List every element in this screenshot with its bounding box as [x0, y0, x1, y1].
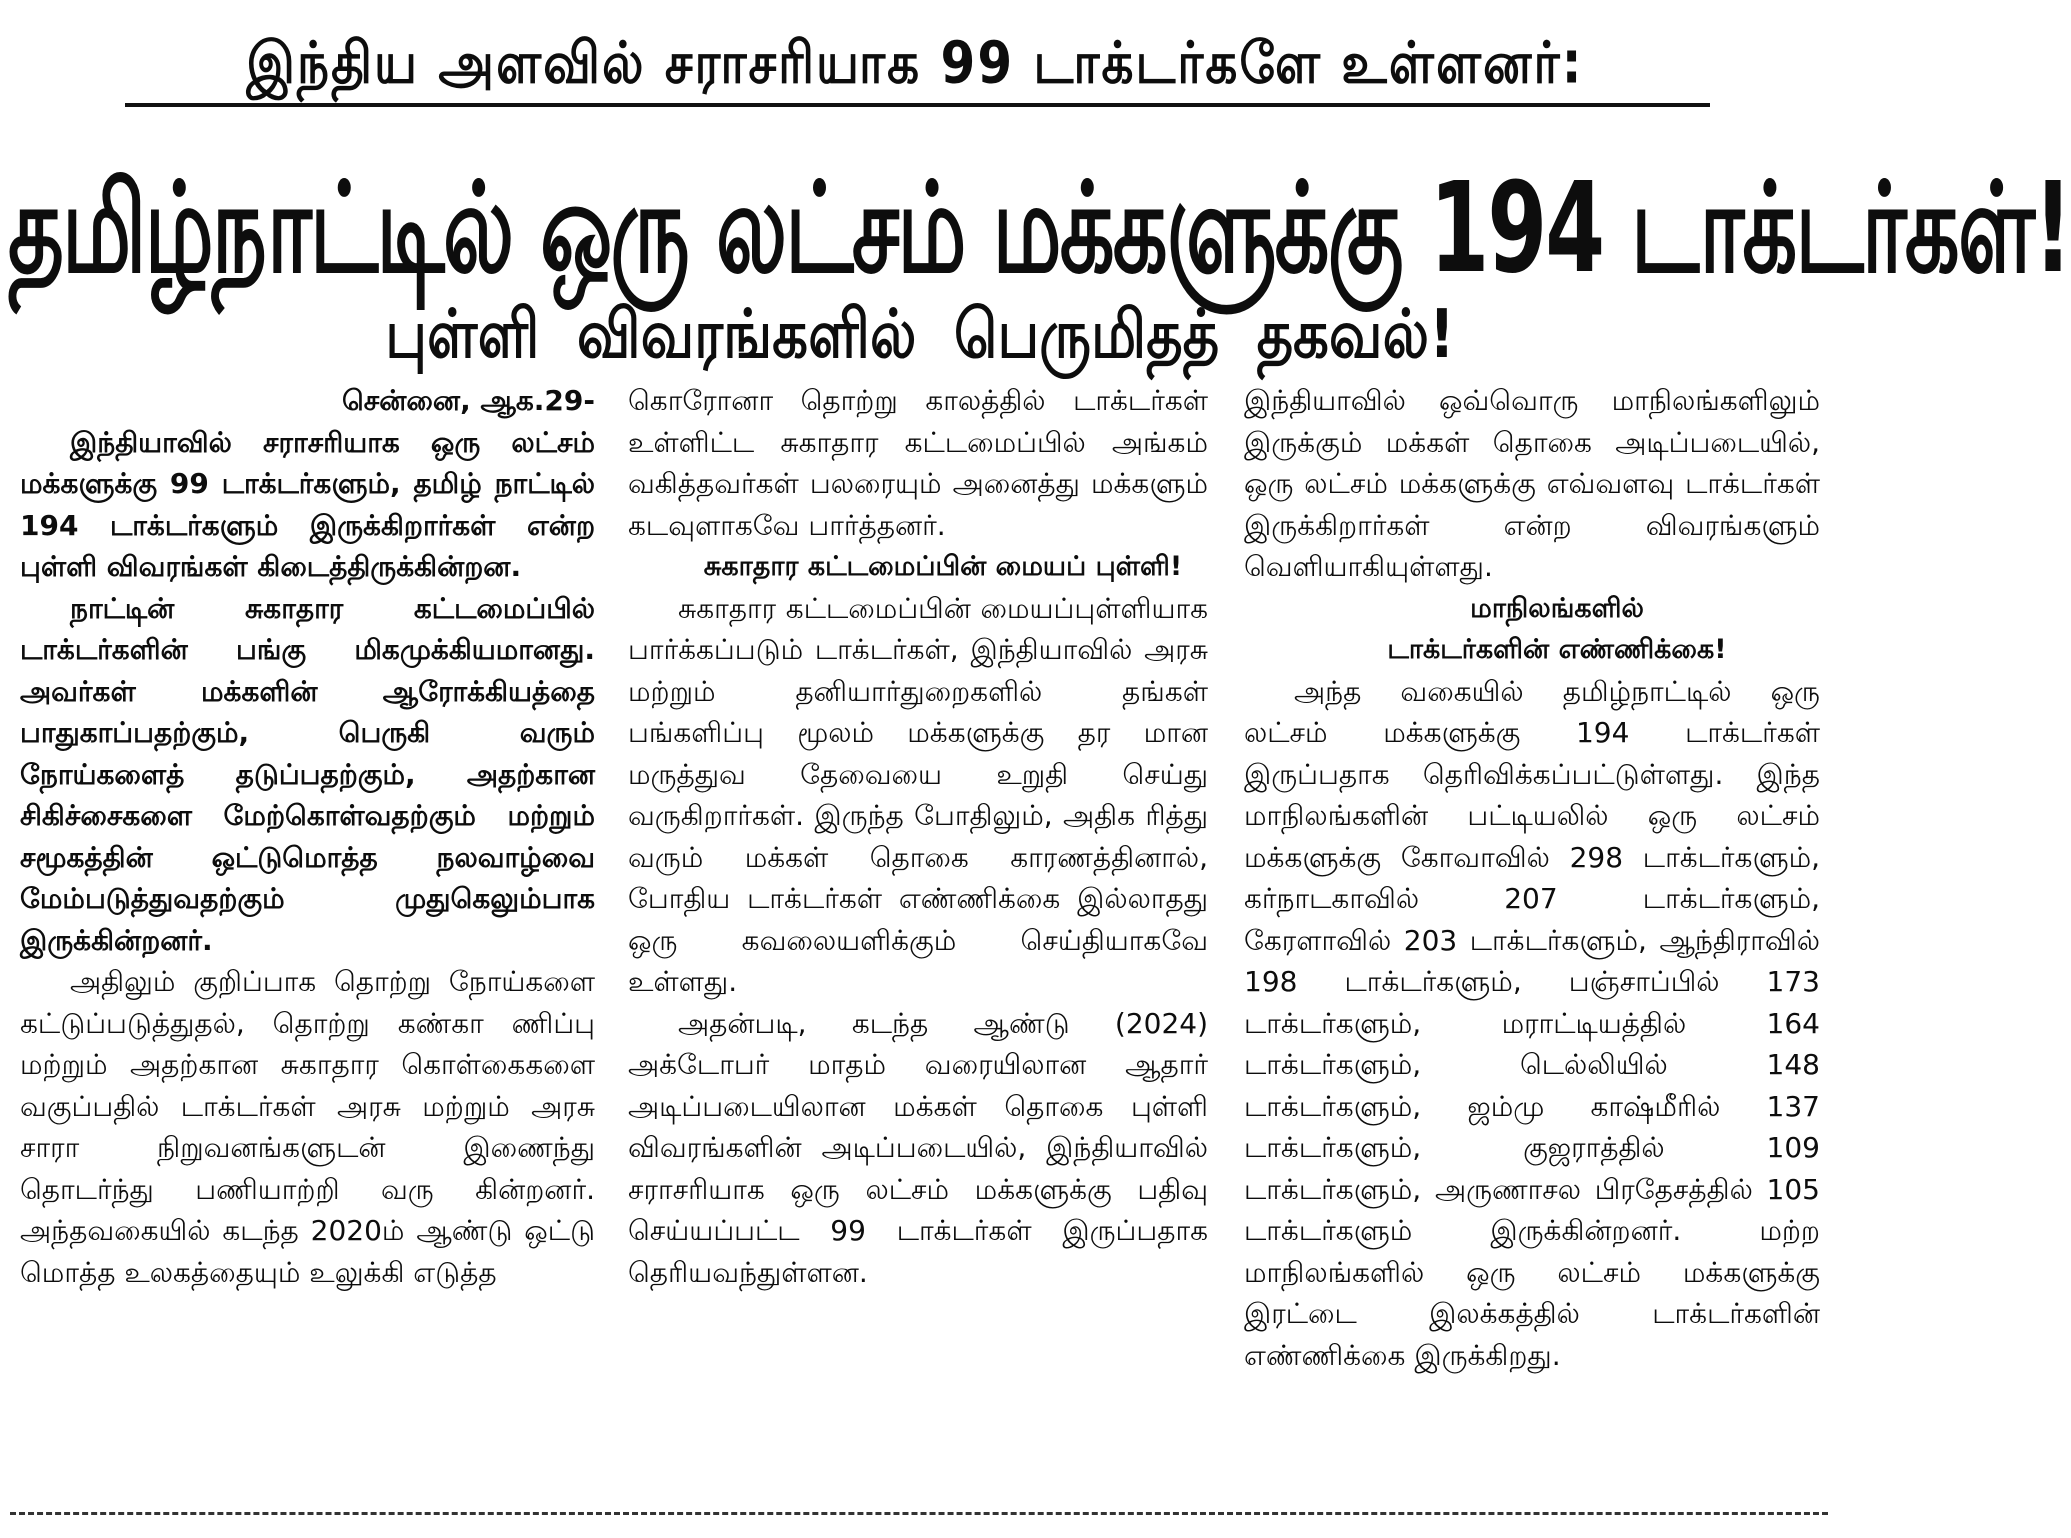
paragraph: நாட்டின் சுகாதார கட்டமைப்பில் டாக்டர்களின் பங்கு மிகமுக்கியமானது. அவர்கள் மக்களின் ஆரோக்கியத்தை பாதுகாப்பதற்கும், பெருகி வரும் நோய்களைத் தடுப்பதற்கும், அதற்கான சிகிச்சைகளை மேற்கொள்வதற்கும் மற்றும் சமூகத்தின் ஒட்டுமொத்த நலவாழ்வை மேம்படுத்துவதற்கும் முதுகெலும்பாக இருக்கின்றனர். — [20, 591, 595, 957]
section-subhead-line-1: மாநிலங்களில் — [1470, 592, 1644, 624]
section-subhead-line-2: டாக்டர்களின் எண்ணிக்கை! — [1387, 634, 1727, 665]
paragraph: அதன்படி, கடந்த ஆண்டு (2024) அக்டோபர் மாதம் வரையிலான ஆதார் அடிப்படையிலான மக்கள் தொகை புள்ளி விவரங்களின் அடிப்படையில், இந்தியாவில் சராசரியாக ஒரு லட்சம் மக்களுக்கு பதிவு செய்யப்பட்ட 99 டாக்டர்கள் இருப்பதாக தெரியவந்துள்ளன. — [628, 1006, 1208, 1289]
kicker-headline: இந்திய அளவில் சராசரியாக 99 டாக்டர்களே உள்ளனர்: — [246, 29, 1584, 97]
sub-headline: புள்ளி விவரங்களில் பெருமிதத் தகவல்! — [385, 296, 1455, 374]
paragraph: இந்தியாவில் சராசரியாக ஒரு லட்சம் மக்களுக்கு 99 டாக்டர்களும், தமிழ் நாட்டில் 194 டாக்டர்களும் இருக்கிறார்கள் என்ற புள்ளி விவரங்கள் கிடைத்திருக்கின்றன. — [20, 425, 595, 583]
article-body — [20, 380, 1820, 1490]
section-subhead: சுகாதார கட்டமைப்பின் மையப் புள்ளி! — [703, 551, 1183, 582]
paragraph: அந்த வகையில் தமிழ்நாட்டில் ஒரு லட்சம் மக்களுக்கு 194 டாக்டர்கள் இருப்பதாக தெரிவிக்கப்பட்டுள்ளது. இந்த மாநிலங்களின் பட்டியலில் ஒரு லட்சம் மக்களுக்கு கோவாவில் 298 டாக்டர்களும், கர்நாடகாவில் 207 டாக்டர்களும், கேரளாவில் 203 டாக்டர்களும், ஆந்திராவில் 198 டாக்டர்களும், பஞ்சாப்பில் 173 டாக்டர்களும், மராட்டியத்தில் 164 டாக்டர்களும், டெல்லியில் 148 டாக்டர்களும், ஜம்மு காஷ்மீரில் 137 டாக்டர்களும், குஜராத்தில் 109 டாக்டர்களும், அருணாசல பிரதேசத்தில் 105 டாக்டர்களும் இருக்கின்றனர். மற்ற மாநிலங்களில் ஒரு லட்சம் மக்களுக்கு இரட்டை இலக்கத்தில் டாக்டர்களின் எண்ணிக்கை இருக்கிறது. — [1244, 674, 1820, 1372]
kicker-underline — [125, 103, 1710, 107]
paragraph: கொரோனா தொற்று காலத்தில் டாக்டர்கள் உள்ளிட்ட சுகாதார கட்டமைப்பில் அங்கம் வகித்தவர்கள் பலரையும் அனைத்து மக்களும் கடவுளாகவே பார்த்தனர். — [628, 384, 1208, 542]
column-1 — [20, 380, 595, 1490]
paragraph: அதிலும் குறிப்பாக தொற்று நோய்களை கட்டுப்படுத்துதல், தொற்று கண்கா ணிப்பு மற்றும் அதற்கான சுகாதார கொள்கைகளை வகுப்பதில் டாக்டர்கள் அரசு மற்றும் அரசு சாரா நிறுவனங்களுடன் இணைந்து தொடர்ந்து பணியாற்றி வரு கின்றனர். அந்தவகையில் கடந்த 2020ம் ஆண்டு ஒட்டு மொத்த உலகத்தையும் உலுக்கி எடுத்த — [20, 965, 595, 1289]
column-2 — [628, 380, 1208, 1490]
dateline: சென்னை, ஆக.29- — [341, 384, 595, 417]
bottom-dashed-rule — [10, 1512, 1828, 1515]
paragraph: இந்தியாவில் ஒவ்வொரு மாநிலங்களிலும் இருக்கும் மக்கள் தொகை அடிப்படையில், ஒரு லட்சம் மக்களுக்கு எவ்வளவு டாக்டர்கள் இருக்கிறார்கள் என்ற விவரங்களும் வெளியாகியுள்ளது. — [1244, 384, 1820, 583]
paragraph: சுகாதார கட்டமைப்பின் மையப்புள்ளியாக பார்க்கப்படும் டாக்டர்கள், இந்தியாவில் அரசு மற்றும் தனியார்துறைகளில் தங்கள் பங்களிப்பு மூலம் மக்களுக்கு தர மான மருத்துவ தேவையை உறுதி செய்து வருகிறார்கள். இருந்த போதிலும், அதிக ரித்து வரும் மக்கள் தொகை காரணத்தினால், போதிய டாக்டர்கள் எண்ணிக்கை இல்லாதது ஒரு கவலையளிக்கும் செய்தியாகவே உள்ளது. — [628, 591, 1208, 998]
column-3 — [1244, 380, 1820, 1490]
main-headline: தமிழ்நாட்டில் ஒரு லட்சம் மக்களுக்கு 194 டாக்டர்கள்! — [8, 156, 2071, 302]
